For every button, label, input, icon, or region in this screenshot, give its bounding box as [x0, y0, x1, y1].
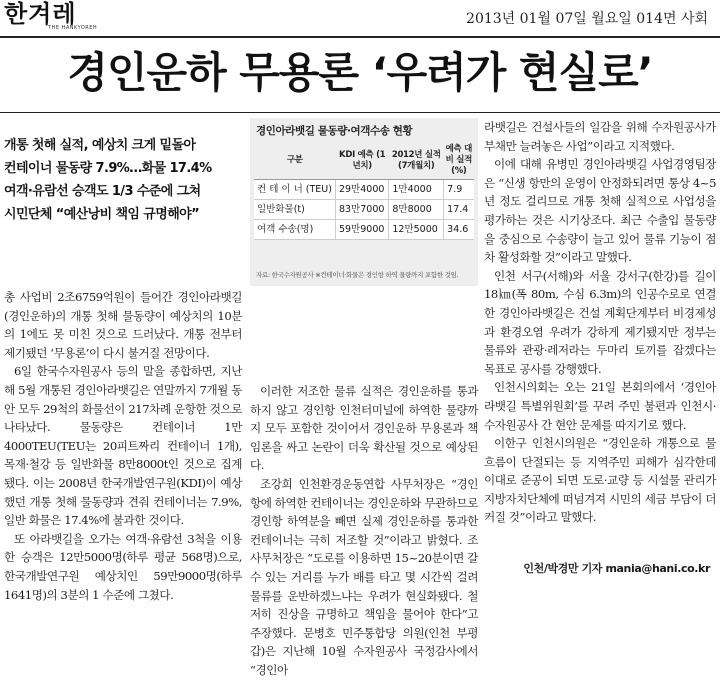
- table-source-note: 자료: 한국수자원공사 ※컨테이너·화물은 경인항 하역 물량까지 포함한 것임.: [256, 271, 459, 279]
- subheadline: [4, 134, 242, 278]
- table-cell: 83만7000: [335, 200, 388, 220]
- article-column-2: [250, 382, 478, 680]
- dateline: 2013년 01월 07일 월요일 014면 사회: [466, 11, 708, 27]
- table-cell: 7.9: [444, 180, 474, 200]
- table-cell: 1만4000: [389, 180, 444, 200]
- table-cell: 29만4000: [335, 180, 388, 200]
- subheadline-line: 여객·유람선 승객도 1/3 수준에 그쳐: [4, 184, 201, 199]
- paragraph: 인천 서구(서해)와 서울 강서구(한강)를 길이 18㎞(폭 80m, 수심 6.3m)의 인공수로로 연결한 경인아라뱃길은 건설 계획단계부터 비경제성과 환경오염 우려가 강하게 제기됐지만 정부는 물류와 관광·레저라는 두마리 토끼를 잡겠다는 목표로 공사를 강행했다.: [484, 268, 716, 376]
- paragraph: 총 사업비 2조6759억원이 들어간 경인아라뱃길(경인운하)의 개통 첫해 물동량이 예상치의 10분의 1에도 못 미친 것으로 드러났다. 개통 전부터 제기됐던 ‘무용론’이 다시 불거질 전망이다.: [4, 290, 242, 360]
- paragraph: 조강희 인천환경운동연합 사무처장은 “경인항에 하역한 컨테이너는 경인운하와 무관하므로 경인항 하역분을 빼면 실제 경인운하를 통과한 컨테이너는 극히 저조할 것”이라고 밝혔다. 조 사무처장은 “도로를 이용하면 15~20분이면 갈 수 있는 거리를 누가 배를 타고 몇 시간씩 걸려 물류를 운반하겠느냐는 우려가 현실화됐다. 철저히 진상을 규명하고 책임을 물어야 한다”고 주장했다. 문병호 민주통합당 의원(인천 부평갑)은 지난해 10월 수자원공사 국정감사에서 “경인아: [250, 476, 478, 677]
- table-row: [254, 180, 474, 200]
- table-cell: 컨 테 이 너 (TEU): [254, 180, 335, 200]
- table-cell: 일반화물(t): [254, 200, 335, 220]
- article-column-1: [4, 288, 242, 604]
- paragraph: 이러한 저조한 물류 실적은 경인운하를 통과하지 않고 경인항 인천터미널에 하역한 물량까지 모두 포함한 것이어서 경인운하 무용론과 책임론을 싸고 논란이 더욱 확산될 것으로 예상된다.: [250, 384, 478, 473]
- table-header-cell: 2012년 실적 (7개월치): [389, 142, 444, 180]
- table-cell: 59만9000: [335, 220, 388, 240]
- table-cell: 17.4: [444, 200, 474, 220]
- table-header-cell: 예측 대비 실적(%): [444, 142, 474, 180]
- paragraph: 인천시의회는 오는 21일 본회의에서 ‘경인아라뱃길 특별위원회’를 꾸려 주민 불편과 인천시·수자원공사 간 현안 문제를 따지기로 했다.: [484, 380, 716, 432]
- table-title: 경인아라뱃길 물동량·여객수송 현황: [256, 125, 413, 137]
- data-table-box: [250, 118, 478, 286]
- paragraph: 라뱃길은 건설사들의 일감을 위해 수자원공사가 부채만 늘려놓은 사업”이라고 지적했다.: [484, 120, 716, 153]
- paragraph: 6일 한국수자원공사 등의 말을 종합하면, 지난해 5월 개통된 경인아라뱃길은 연말까지 7개월 동안 모두 29척의 화물선이 217차례 운항한 것으로 나타났다. 물동량은 컨테이너 1만4000TEU(TEU는 20피트짜리 컨테이너 1개), 목재·철강 등 일반화물 8만8000t인 것으로 집계됐다. 이는 2008년 한국개발연구원(KDI)이 예상했던 개통 첫해 물동량과 견줘 컨테이너는 7.9%, 일반 화물은 17.4%에 불과한 것이다.: [4, 364, 242, 528]
- data-table: [254, 142, 474, 240]
- table-row: [254, 220, 474, 240]
- top-rule: [0, 36, 720, 38]
- subheadline-line: 개통 첫해 실적, 예상치 크게 밑돌아: [4, 138, 196, 153]
- subheadline-line: 컨테이너 물동량 7.9%…화물 17.4%: [4, 161, 212, 176]
- table-row: [254, 200, 474, 220]
- paragraph: 이한구 인천시의원은 “경인운하 개통으로 물 흐름이 단절되는 등 지역주민 피해가 심각한데 이대로 준공이 되면 도로·교량 등 시설물 관리가 지방자치단체에 떠넘겨져 시민의 세금 부담이 더 커질 것”이라고 말했다.: [484, 436, 716, 525]
- subheadline-line: 시민단체 “예산낭비 책임 규명해야”: [4, 207, 200, 222]
- masthead: [0, 0, 720, 36]
- newspaper-logo-subtitle: THE HANKYOREH: [48, 25, 98, 31]
- newspaper-logo: 한겨레: [4, 0, 77, 28]
- table-cell: 여객 수송(명): [254, 220, 335, 240]
- headline-rule: [0, 112, 720, 113]
- table-cell: 8만8000: [389, 200, 444, 220]
- byline: 인천/박경만 기자 mania@hani.co.kr: [523, 562, 710, 575]
- table-cell: 34.6: [444, 220, 474, 240]
- paragraph: 또 아라뱃길을 오가는 여객·유람선 3척을 이용한 승객은 12만5000명(하루 평균 568명)으로, 한국개발연구원 예상치인 59만9000명(하루 1641명)의 3분의 1 수준에 그쳤다.: [4, 531, 242, 602]
- headline: 경인운하 무용론 ‘우려가 현실로’: [67, 48, 653, 97]
- table-header-row: [254, 142, 474, 180]
- table-header-cell: KDI 예측 (1년치): [335, 142, 388, 180]
- table-cell: 12만5000: [389, 220, 444, 240]
- table-header-cell: 구분: [254, 142, 335, 180]
- article-column-3: [484, 118, 716, 527]
- paragraph: 이에 대해 유병민 경인아라뱃길 사업경영팀장은 “신생 항만의 운영이 안정화되려면 통상 4~5년 정도 걸리므로 개통 첫해 실적으로 사업성을 평가하는 것은 시기상조다. 최근 수출입 물동량을 중심으로 수송량이 늘고 있어 물류 기능이 점차 활성화할 것”이라고 말했다.: [484, 157, 716, 265]
